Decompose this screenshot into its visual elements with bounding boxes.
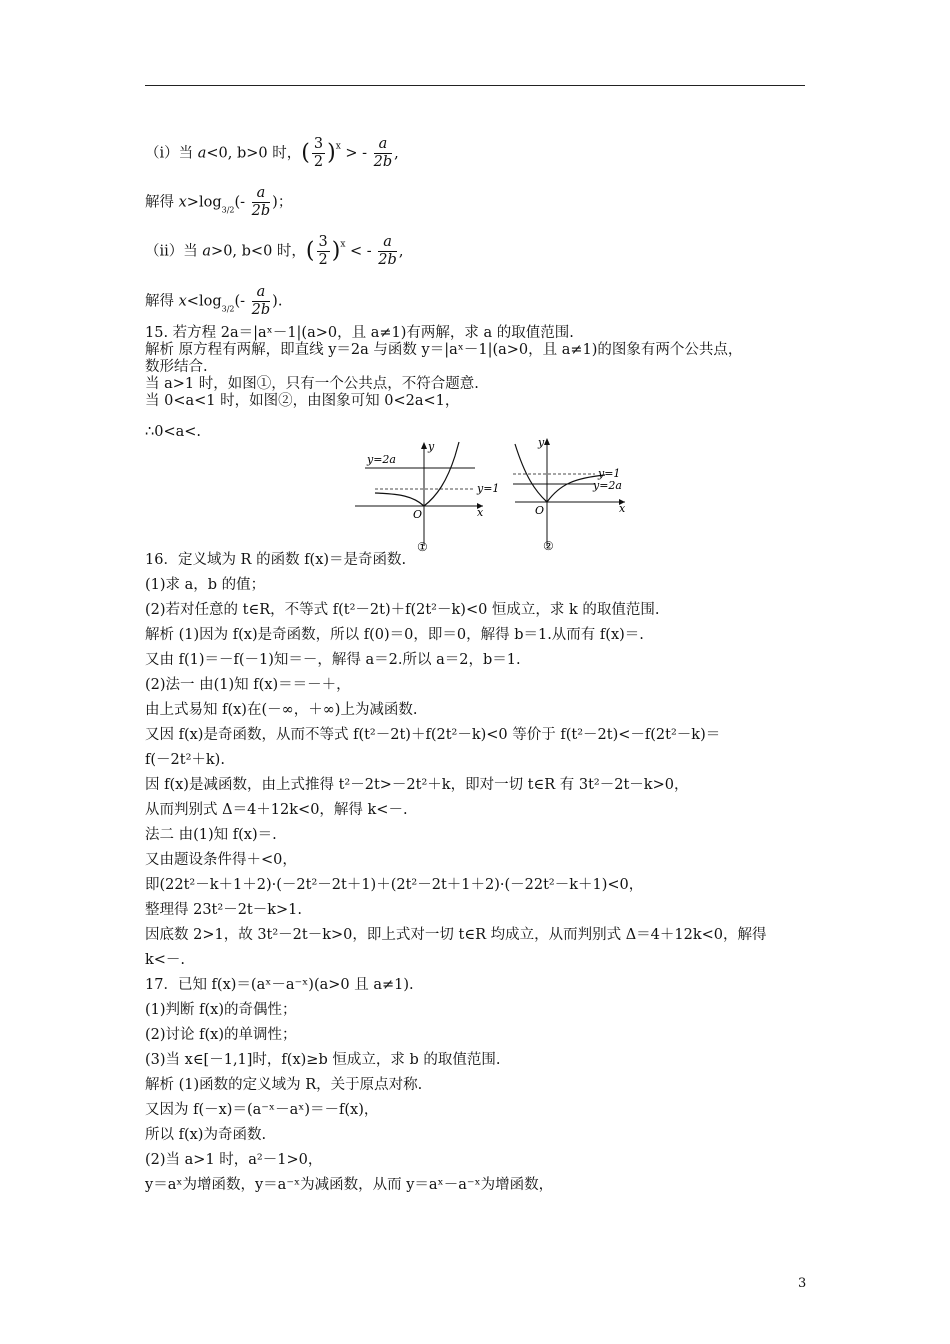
case-i-solution: 解得 $x>\log_{3/2}(-$ $\frac{a}{2b}$ )； xyxy=(145,185,293,219)
solution-line: 又由 f(1)＝－f(－1)知＝－，解得 a＝2.所以 a＝2，b＝1. xyxy=(145,652,521,668)
header-rule xyxy=(145,85,805,86)
solution-line: 又因为 f(－x)＝(a⁻ˣ－aˣ)＝－f(x)， xyxy=(145,1102,379,1118)
label-y1: y=1 xyxy=(598,467,621,480)
solution-line: 又因 f(x)是奇函数，从而不等式 f(t²－2t)＋f(2t²－k)<0 等价于 f(t²－2t)<－f(2t²－k)＝ xyxy=(145,727,721,743)
solution-line: 因 f(x)是减函数，由上式推得 t²－2t>－2t²＋k，即对一切 t∈R 有 3t²－2t－k>0， xyxy=(145,777,689,793)
fraction: $\frac{3}{2}$ xyxy=(318,234,328,268)
solution-line: y＝aˣ为增函数，y＝a⁻ˣ为减函数，从而 y＝aˣ－a⁻ˣ为增函数， xyxy=(145,1177,554,1193)
solution-line: 解析 原方程有两解，即直线 y＝2a 与函数 y＝|aˣ－1|(a>0，且 a≠1)的图象有两个公共点， xyxy=(145,342,743,358)
problem-15: 15. 若方程 2a＝|aˣ－1|(a>0，且 a≠1)有两解，求 a 的取值范围. xyxy=(145,325,574,341)
curve xyxy=(375,442,459,506)
fraction: $\frac{a}{2b}$ xyxy=(251,185,271,219)
solution-line: 又由题设条件得＋<0， xyxy=(145,852,297,868)
solution-line: ∴0<a<. xyxy=(145,424,202,440)
function-graphs-figure xyxy=(355,436,635,556)
solution-line: 当 a>1 时，如图①，只有一个公共点，不符合题意. xyxy=(145,376,479,392)
label-origin: O xyxy=(413,508,423,521)
label-x: x xyxy=(477,506,484,519)
solution-line: (3)当 x∈[－1,1]时，f(x)≥b 恒成立，求 b 的取值范围. xyxy=(145,1052,501,1068)
solution-line: 法二 由(1)知 f(x)＝. xyxy=(145,827,277,843)
solution-line: 当 0<a<1 时，如图②，由图象可知 0<2a<1， xyxy=(145,393,460,409)
problem-16: 16．定义域为 R 的函数 f(x)＝是奇函数. xyxy=(145,552,407,568)
solution-line: (1)求 a，b 的值； xyxy=(145,577,266,593)
label-y2a: y=2a xyxy=(367,453,396,466)
figure-2 xyxy=(513,436,626,553)
label-y: y xyxy=(428,440,435,453)
fraction: $\frac{3}{2}$ xyxy=(313,136,324,170)
problem-17: 17．已知 f(x)＝(aˣ－a⁻ˣ)(a>0 且 a≠1). xyxy=(145,977,414,993)
solution-line: 从而判别式 Δ＝4＋12k<0，解得 k<－. xyxy=(145,802,408,818)
fraction: $\frac{a}{2b}$ xyxy=(251,284,271,318)
solution-line: 由上式易知 f(x)在(－∞，＋∞)上为减函数. xyxy=(145,702,418,718)
solution-line: f(－2t²＋k). xyxy=(145,752,225,768)
solution-line: 解析 (1)因为 f(x)是奇函数，所以 f(0)＝0，即＝0，解得 b＝1.从而有 f(x)＝. xyxy=(145,627,644,643)
label-y1: y=1 xyxy=(477,482,500,495)
label-y2a: y=2a xyxy=(593,479,622,492)
label-y: y xyxy=(538,436,545,449)
solution-line: (2)当 a>1 时，a²－1>0， xyxy=(145,1152,323,1168)
case-i-line: （ⅰ）当 a<0, b>0 时，( $\frac{3}{2}$ )$^x$ > - $\frac{a}{2b}$ , xyxy=(145,136,399,170)
solution-line: (2)若对任意的 t∈R，不等式 f(t²－2t)＋f(2t²－k)<0 恒成立，求 k 的取值范围. xyxy=(145,602,660,618)
arrow-icon xyxy=(421,442,427,449)
arrow-icon xyxy=(544,438,550,445)
case-ii-solution: 解得 $x<\log_{3/2}(-$ $\frac{a}{2b}$ ). xyxy=(145,284,283,318)
fraction: $\frac{a}{2b}$ xyxy=(378,234,397,268)
solution-line: 数形结合. xyxy=(145,359,208,375)
solution-line: k<－. xyxy=(145,952,186,968)
label-x: x xyxy=(619,502,626,515)
solution-line: 整理得 23t²－2t－k>1. xyxy=(145,902,303,918)
fraction: $\frac{a}{2b}$ xyxy=(373,136,393,170)
solution-line: 即(22t²－k＋1＋2)·(－2t²－2t＋1)＋(2t²－2t＋1＋2)·(－22t²－k＋1)<0， xyxy=(145,877,644,893)
curve xyxy=(515,444,605,502)
caption-1: ① xyxy=(417,540,428,554)
case-ii-line: （ⅱ）当 a>0, b<0 时，( $\frac{3}{2}$ )$^x$ < - $\frac{a}{2b}$ , xyxy=(145,234,404,268)
solution-line: 因底数 2>1，故 3t²－2t－k>0，即上式对一切 t∈R 均成立，从而判别式 Δ＝4＋12k<0，解得 xyxy=(145,927,767,943)
solution-line: (2)法一 由(1)知 f(x)＝＝－＋， xyxy=(145,677,351,693)
page-number: 3 xyxy=(798,1276,807,1291)
caption-2: ② xyxy=(543,539,554,553)
solution-line: (1)判断 f(x)的奇偶性； xyxy=(145,1002,297,1018)
label-origin: O xyxy=(535,504,545,517)
figure-1 xyxy=(355,440,499,554)
solution-line: 所以 f(x)为奇函数. xyxy=(145,1127,267,1143)
solution-line: (2)讨论 f(x)的单调性； xyxy=(145,1027,297,1043)
solution-line: 解析 (1)函数的定义域为 R，关于原点对称. xyxy=(145,1077,423,1093)
